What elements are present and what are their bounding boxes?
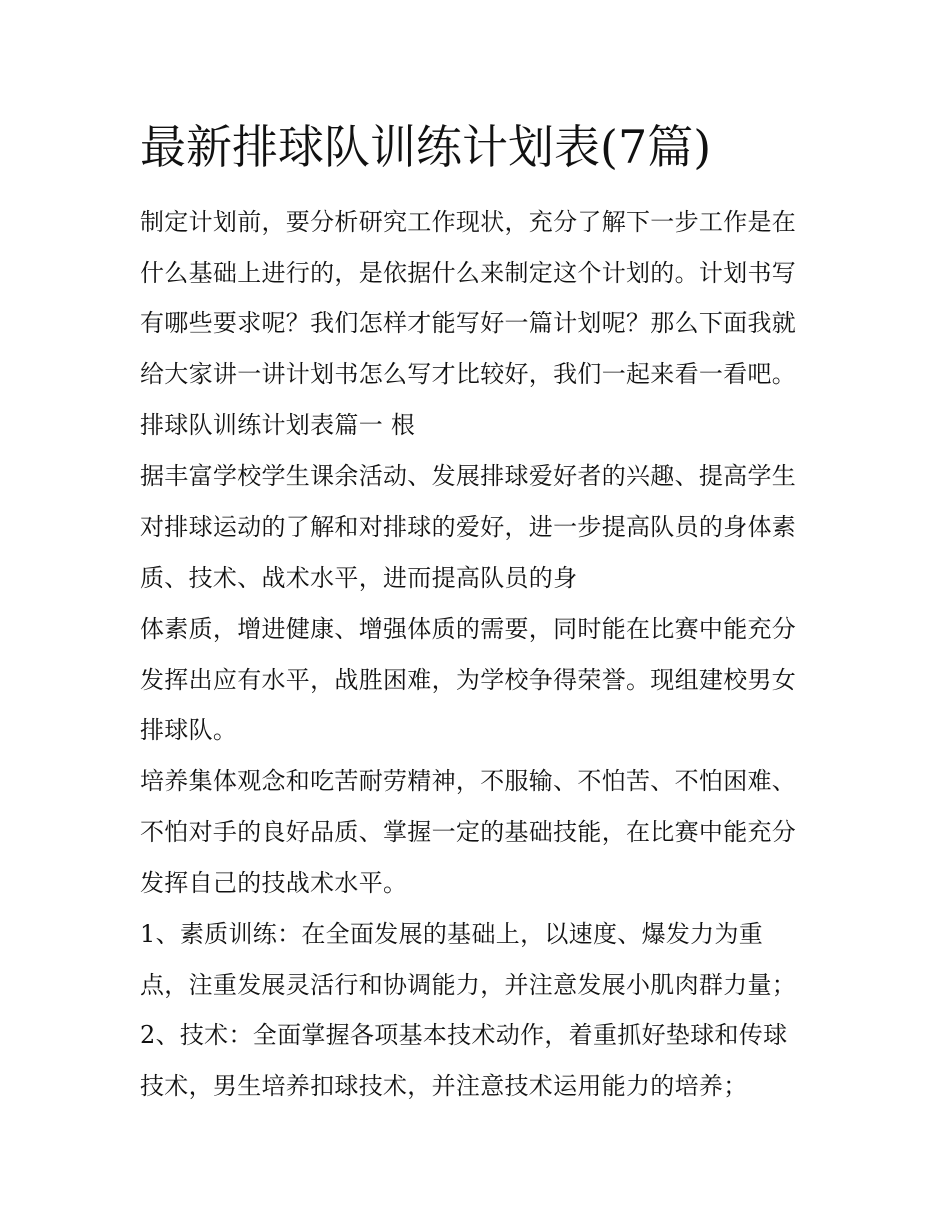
text-line: 什么基础上进行的，是依据什么来制定这个计划的。计划书写 — [140, 259, 797, 287]
text-line: 质、技术、战术水平，进而提高队员的身 — [140, 564, 578, 592]
text-line: 1、素质训练：在全面发展的基础上，以速度、爆发力为重 — [140, 920, 764, 948]
text-line: 点，注重发展灵活行和协调能力，并注意发展小肌肉群力量； — [140, 971, 797, 999]
text-line: 有哪些要求呢？我们怎样才能写好一篇计划呢？那么下面我就 — [140, 309, 797, 337]
text-line: 对排球运动的了解和对排球的爱好，进一步提高队员的身体素 — [140, 513, 797, 541]
document-title: 最新排球队训练计划表(7篇) — [140, 120, 712, 174]
text-line: 排球队。 — [140, 716, 238, 744]
text-line: 据丰富学校学生课余活动、发展排球爱好者的兴趣、提高学生 — [140, 462, 797, 490]
text-line: 体素质，增进健康、增强体质的需要，同时能在比赛中能充分 — [140, 615, 797, 643]
text-line: 技术，男生培养扣球技术，并注意技术运用能力的培养； — [140, 1072, 748, 1100]
text-line: 发挥出应有水平，战胜困难，为学校争得荣誉。现组建校男女 — [140, 666, 797, 694]
text-line: 给大家讲一讲计划书怎么写才比较好，我们一起来看一看吧。 — [140, 360, 797, 388]
text-line: 培养集体观念和吃苦耐劳精神，不服输、不怕苦、不怕困难、 — [140, 767, 797, 795]
text-line: 发挥自己的技战术水平。 — [140, 869, 408, 897]
section-heading: 排球队训练计划表篇一 根 — [140, 411, 416, 439]
text-line: 不怕对手的良好品质、掌握一定的基础技能，在比赛中能充分 — [140, 818, 797, 846]
text-line: 2、技术：全面掌握各项基本技术动作，着重抓好垫球和传球 — [140, 1021, 788, 1049]
text-line: 制定计划前，要分析研究工作现状，充分了解下一步工作是在 — [140, 208, 797, 236]
